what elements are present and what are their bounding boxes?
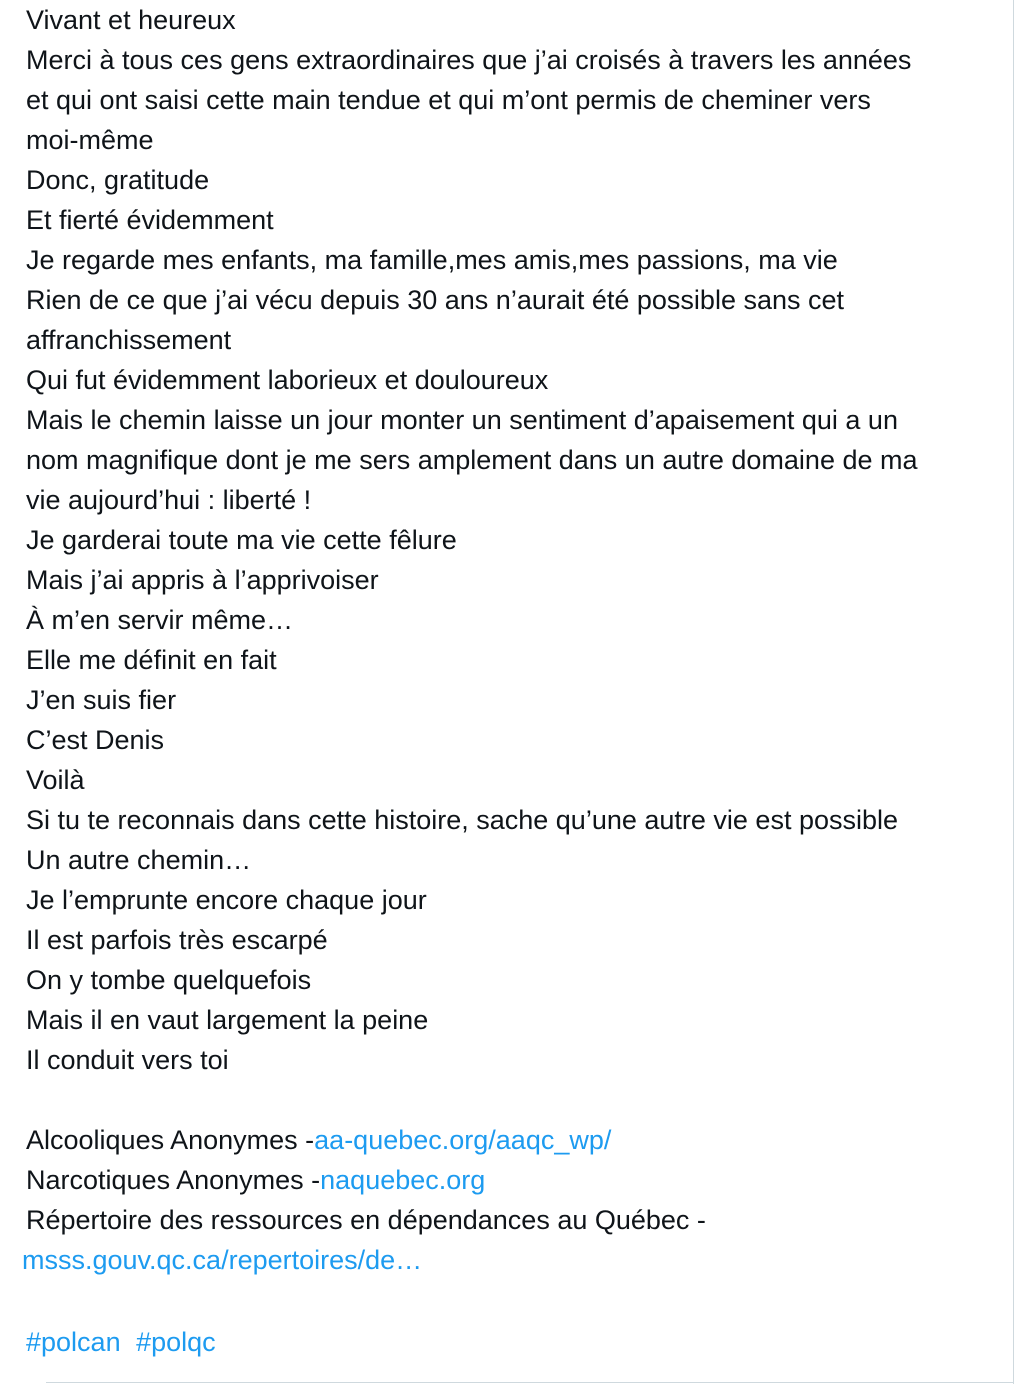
tweet-line: Je regarde mes enfants, ma famille,mes amis,mes passions, ma vie xyxy=(26,245,838,275)
resource-repertoire xyxy=(22,1240,996,1280)
tweet-line: moi-même xyxy=(26,125,154,155)
tweet-line: On y tombe quelquefois xyxy=(26,965,312,995)
tweet-line: Je l’emprunte encore chaque jour xyxy=(26,885,427,915)
tweet-line: Il conduit vers toi xyxy=(26,1045,229,1075)
timeline-column-border xyxy=(1013,0,1014,1384)
hashtag-polqc[interactable]: #polqc xyxy=(136,1327,216,1357)
tweet-line: Vivant et heureux xyxy=(26,5,236,35)
tweet-line: et qui ont saisi cette main tendue et qui m’ont permis de cheminer vers xyxy=(26,85,871,115)
tweet-line: Rien de ce que j’ai vécu depuis 30 ans n’aurait été possible sans cet xyxy=(26,285,845,315)
tweet-line: Elle me définit en fait xyxy=(26,645,277,675)
tweet-line: Mais j’ai appris à l’apprivoiser xyxy=(26,565,379,595)
tweet-divider xyxy=(46,1382,1014,1383)
tweet-line: Et fierté évidemment xyxy=(26,205,274,235)
tweet-line: Voilà xyxy=(26,765,85,795)
tweet-line: Il est parfois très escarpé xyxy=(26,925,328,955)
resource-repertoire-link[interactable]: msss.gouv.qc.ca/repertoires/de… xyxy=(22,1245,423,1275)
tweet-line: À m’en servir même… xyxy=(26,605,294,635)
tweet-line: affranchissement xyxy=(26,325,232,355)
tweet-line: Si tu te reconnais dans cette histoire, sache qu’une autre vie est possible xyxy=(26,805,899,835)
tweet-line: C’est Denis xyxy=(26,725,165,755)
resource-na-link[interactable]: naquebec.org xyxy=(320,1165,486,1195)
resource-na xyxy=(26,1160,996,1200)
resource-repertoire-label: Répertoire des ressources en dépendances au Québec - xyxy=(26,1205,706,1235)
tweet-line: Mais le chemin laisse un jour monter un sentiment d’apaisement qui a un xyxy=(26,405,898,435)
hashtag-polcan[interactable]: #polcan xyxy=(26,1327,121,1357)
tweet-line: J’en suis fier xyxy=(26,685,177,715)
tweet-line: Merci à tous ces gens extraordinaires que j’ai croisés à travers les années xyxy=(26,45,912,75)
resource-aa xyxy=(26,1120,996,1160)
paragraph-spacer xyxy=(26,1080,996,1120)
tweet-text xyxy=(22,0,996,1280)
hashtags xyxy=(26,1322,216,1362)
tweet-line: Donc, gratitude xyxy=(26,165,210,195)
tweet-line: Mais il en vaut largement la peine xyxy=(26,1005,429,1035)
tweet-line: vie aujourd’hui : liberté ! xyxy=(26,485,312,515)
tweet-line: Je garderai toute ma vie cette fêlure xyxy=(26,525,457,555)
resource-na-label: Narcotiques Anonymes - xyxy=(26,1165,321,1195)
resource-aa-label: Alcooliques Anonymes - xyxy=(26,1125,315,1155)
tweet-line: nom magnifique dont je me sers amplement dans un autre domaine de ma xyxy=(26,445,918,475)
tweet-line: Qui fut évidemment laborieux et douloureux xyxy=(26,365,549,395)
tweet-line: Un autre chemin… xyxy=(26,845,252,875)
resource-aa-link[interactable]: aa-quebec.org/aaqc_wp/ xyxy=(314,1125,612,1155)
